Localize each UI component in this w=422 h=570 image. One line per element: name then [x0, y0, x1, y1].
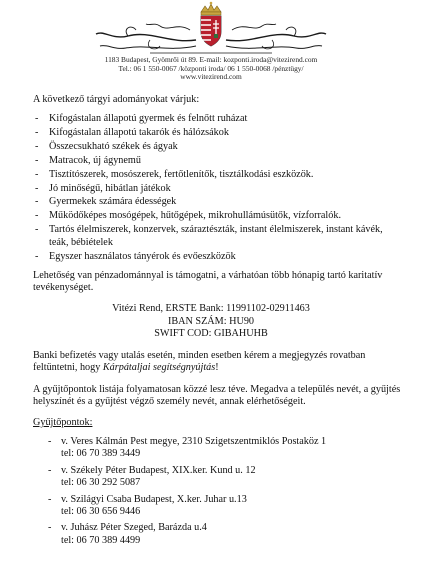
list-item: - Kifogástalan állapotú takarók és hálózsákok: [35, 126, 229, 138]
money-note: Lehetőség van pénzadománnyal is támogatni, a várhatóan több hónapig tartó karitatív tevékenységet.: [33, 270, 383, 294]
list-item: - Működőképes mosógépek, hűtőgépek, mikrohullámúsütők, vízforralók.: [35, 210, 341, 222]
bank-account-line: Vitézi Rend, ERSTE Bank: 11991102-02911463: [112, 303, 310, 314]
point-phone: tel: 06 70 389 4499: [61, 534, 141, 546]
swift-line: SWIFT COD: GIBAHUHB: [154, 328, 268, 340]
point-phone: tel: 06 30 292 5087: [61, 477, 141, 489]
list-item: - v. Veres Kálmán Pest megye, 2310 Szigetszentmiklós Postaköz 1 tel: 06 70 389 3449: [33, 436, 403, 461]
crest-emblem-icon: [0, 0, 422, 56]
collection-points-note: A gyűjtőpontok listája folyamatosan közzé lesz téve. Megadva a település nevét, a gyűjtés helyszínét és a gyűjtést végző személy nevét, annak elérhetőségeit.: [33, 384, 401, 408]
letterhead-contact: [0, 56, 422, 82]
list-item: - Gyermekek számára édességek: [35, 196, 177, 208]
collection-points-list: [33, 436, 403, 551]
web-line: www.vitezirend.com: [180, 72, 242, 82]
point-name: v. Juhász Péter Szeged, Barázda u.4: [61, 522, 207, 534]
point-name: v. Székely Péter Budapest, XIX.ker. Kund u. 12: [61, 464, 256, 476]
letterhead-ornament: [0, 0, 422, 56]
intro-text: A következő tárgyi adományokat várjuk:: [33, 94, 200, 105]
list-item: - Kifogástalan állapotú gyermek és felnőtt ruházat: [35, 113, 248, 124]
phone-line: Tel.: 06 1 550-0067 /központi iroda/ 06 1 550-0068 /pénztügy/: [118, 63, 304, 73]
point-phone: tel: 06 70 389 3449: [61, 448, 141, 460]
list-item: - Tisztítószerek, mosószerek, fertőtlenítők, tisztálkodási eszközök.: [35, 168, 314, 180]
list-item: - Összecsukható székek és ágyak: [35, 140, 178, 152]
list-item: - v. Juhász Péter Szeged, Barázda u.4 tel: 06 70 389 4499: [33, 522, 403, 547]
list-item: - v. Szilágyi Csaba Budapest, X.ker. Juhar u.13 tel: 06 30 656 9446: [33, 494, 403, 519]
point-name: v. Szilágyi Csaba Budapest, X.ker. Juhar u.13: [61, 493, 247, 505]
collection-points-heading: Gyűjtőpontok:: [33, 417, 93, 428]
list-item: - Jó minőségű, hibátlan játékok: [35, 182, 171, 194]
list-item: - Egyszer használatos tányérok és evőeszközök: [35, 250, 236, 262]
address-line: 1183 Budapest, Gyömrői út 89. E-mail: kozponti.iroda@vitezirend.com: [104, 55, 318, 64]
donation-items-list: [33, 113, 403, 264]
list-item: - v. Székely Péter Budapest, XIX.ker. Kund u. 12 tel: 06 30 292 5087: [33, 465, 403, 490]
point-name: v. Veres Kálmán Pest megye, 2310 Szigetszentmiklós Postaköz 1: [61, 436, 327, 447]
iban-line: IBAN SZÁM: HU90: [167, 315, 255, 327]
point-phone: tel: 06 30 656 9446: [61, 506, 141, 518]
transfer-reference: Kárpátaljai segítségnyújtás: [102, 362, 216, 374]
list-item: - Matracok, új ágynemű: [35, 154, 141, 166]
list-item: - Tartós élelmiszerek, konzervek, száraztészták, instant élelmiszerek, instant kávék, teák, bébiételek: [35, 224, 383, 248]
transfer-note: Banki befizetés vagy utalás esetén, minden esetben kérem a megjegyzés rovatban feltüntetni, hogy Kárpátaljai segítségnyújtás!: [33, 350, 366, 374]
bank-details: [0, 303, 422, 341]
